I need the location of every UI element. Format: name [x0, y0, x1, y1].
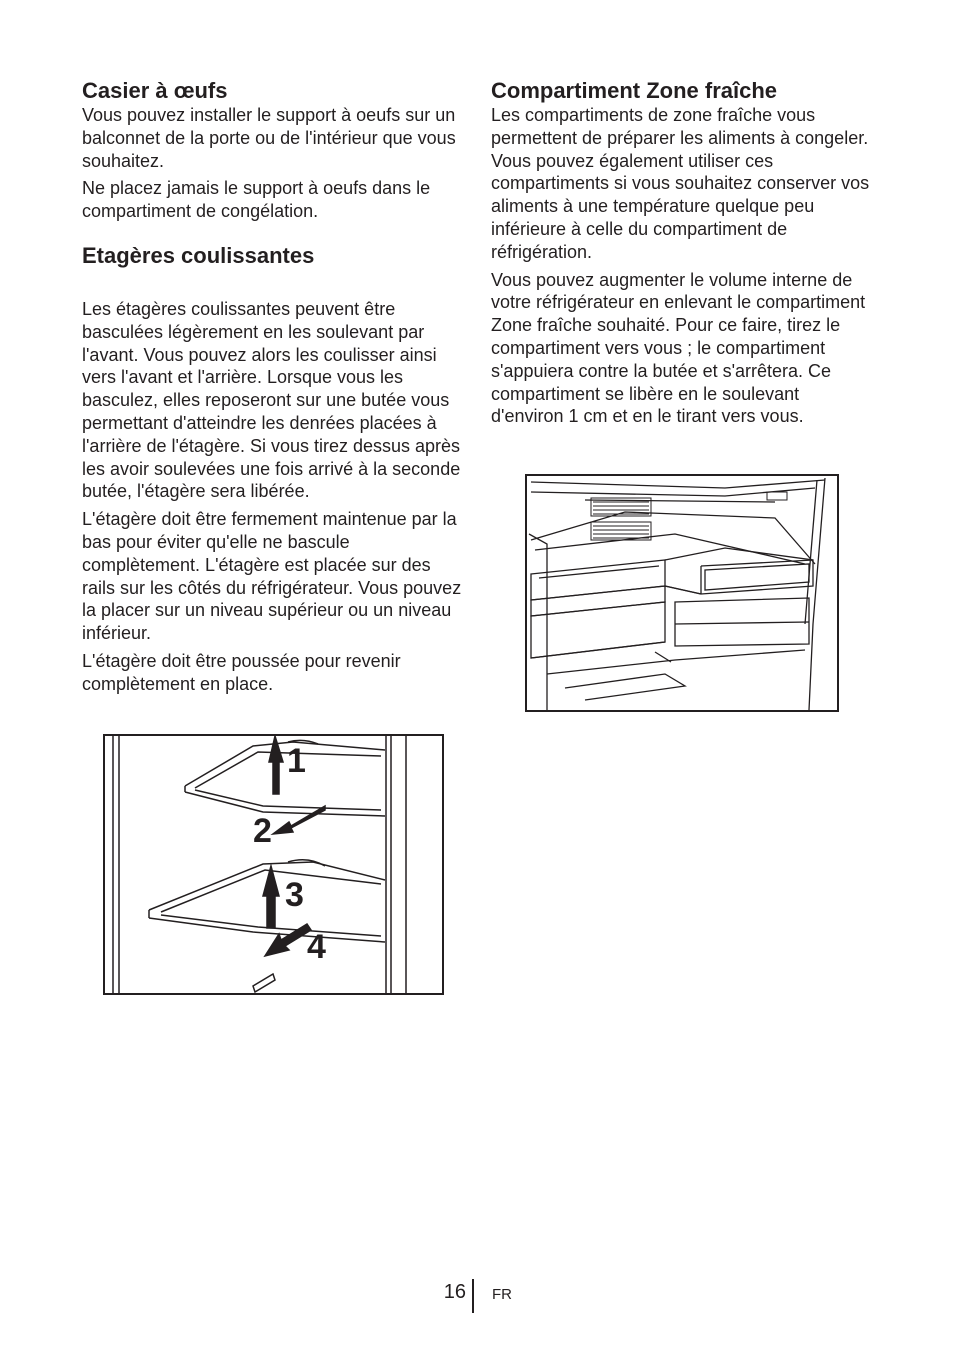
fresh-zone-illustration [525, 474, 839, 712]
sliding-shelf-illustration [103, 734, 444, 995]
fresh-zone-heading: Compartiment Zone fraîche [491, 78, 778, 103]
step-2-label: 2 [253, 812, 272, 850]
sliding-shelves-paragraph-1: Les étagères coulissantes peuvent être basculées légèrement en les soulevant par l'avant. Vous pouvez alors les coulisser ainsi vers l'avant et l'arrière. Lorsque vous les basculez, elles reposeront sur une butée vous permettant d'atteindre les denrées placées à l'arrière de l'étagère. Si vous tirez dessus après les avoir soulevées une fois arrivé à la seconde butée, l'étagère sera libérée. [82, 298, 461, 502]
step-4-label: 4 [307, 928, 326, 966]
sliding-shelves-paragraph-2: L'étagère doit être fermement maintenue par la bas pour éviter qu'elle ne bascule complètement. L'étagère est placée sur des rails sur les côtés du réfrigérateur. Vous pouvez la placer sur un niveau supérieur ou un niveau inférieur. [82, 509, 462, 644]
step-3-label: 3 [285, 876, 304, 914]
fresh-zone-paragraph-1: Les compartiments de zone fraîche vous permettent de préparer les aliments à congeler. Vous pouvez également utiliser ces compartiments si vous souhaitez conserver vos aliments à une température quelque peu inférieure à celle du compartiment de réfrigération. [491, 105, 870, 262]
right-column [491, 78, 875, 433]
left-column [82, 78, 468, 701]
step-1-label: 1 [287, 742, 306, 780]
egg-rack-heading: Casier à œufs [82, 78, 228, 103]
page-number: 16 [443, 1281, 466, 1303]
egg-rack-paragraph-2: Ne placez jamais le support à oeufs dans le compartiment de congélation. [82, 178, 431, 222]
egg-rack-paragraph-1: Vous pouvez installer le support à oeufs sur un balconnet de la porte ou de l'intérieur que vous souhaitez. [82, 105, 456, 171]
language-code: FR [492, 1286, 512, 1303]
fresh-zone-paragraph-2: Vous pouvez augmenter le volume interne de votre réfrigérateur en enlevant le compartiment Zone fraîche souhaité. Pour ce faire, tirez le compartiment vers vous ; le compartiment s'appuiera contre la butée et s'arrêtera. Ce compartiment se libère en le soulevant d'environ 1 cm et en le tirant vers vous. [491, 269, 866, 427]
sliding-shelves-heading: Etagères coulissantes [82, 242, 315, 268]
sliding-shelves-paragraph-3: L'étagère doit être poussée pour revenir complètement en place. [82, 650, 401, 694]
footer-divider [472, 1279, 474, 1313]
